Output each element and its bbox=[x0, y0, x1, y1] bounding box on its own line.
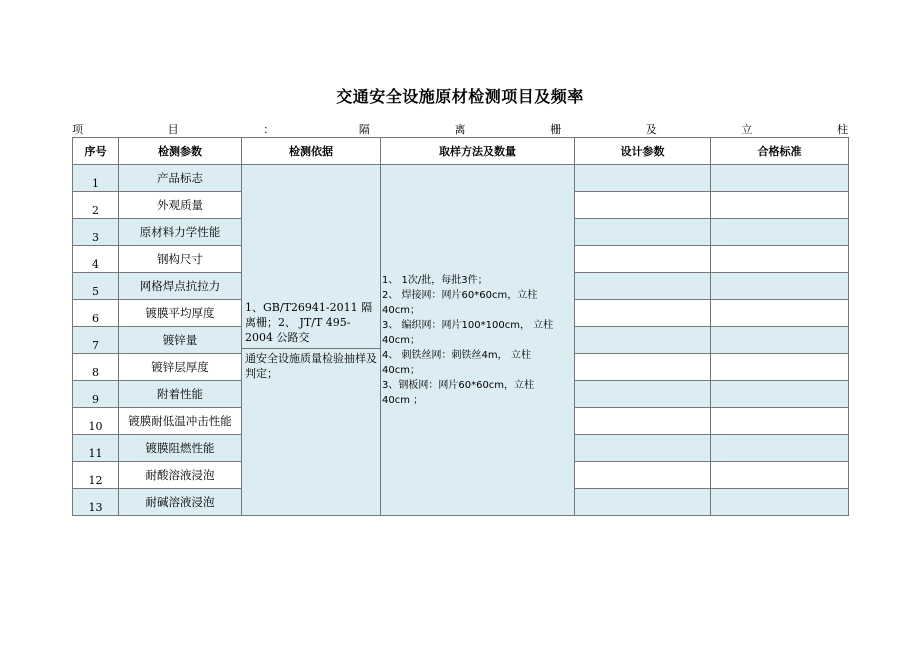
design-parameter-cell bbox=[575, 273, 711, 300]
design-parameter-cell bbox=[575, 192, 711, 219]
design-parameter-cell bbox=[575, 300, 711, 327]
row-index: 3 bbox=[73, 219, 119, 246]
design-parameter-cell bbox=[575, 489, 711, 516]
header-acceptance-standard: 合格标准 bbox=[711, 138, 849, 165]
acceptance-standard-cell bbox=[711, 246, 849, 273]
page-title: 交通安全设施原材检测项目及频率 bbox=[336, 87, 584, 106]
design-parameter-cell bbox=[575, 381, 711, 408]
row-index: 5 bbox=[73, 273, 119, 300]
method-line: 3、钢板网：网片60*60cm，立柱 bbox=[382, 379, 535, 391]
row-parameter: 镀锌量 bbox=[119, 327, 242, 354]
header-parameter: 检测参数 bbox=[119, 138, 242, 165]
acceptance-standard-cell bbox=[711, 408, 849, 435]
row-parameter: 镀膜平均厚度 bbox=[119, 300, 242, 327]
row-parameter: 外观质量 bbox=[119, 192, 242, 219]
subject-char: 隔 bbox=[358, 123, 370, 136]
method-line: 1、 1次/批，每批3件； bbox=[382, 274, 488, 286]
row-index: 1 bbox=[73, 165, 119, 192]
row-parameter: 附着性能 bbox=[119, 381, 242, 408]
design-parameter-cell bbox=[575, 219, 711, 246]
row-parameter: 耐碱溶液浸泡 bbox=[119, 489, 242, 516]
row-index: 10 bbox=[73, 408, 119, 435]
row-index: 12 bbox=[73, 462, 119, 489]
basis-part2: 通安全设施质量检验抽样及判定； bbox=[245, 351, 377, 380]
row-index: 4 bbox=[73, 246, 119, 273]
row-index: 13 bbox=[73, 489, 119, 516]
subject-char: ： bbox=[263, 123, 275, 136]
design-parameter-cell bbox=[575, 354, 711, 381]
acceptance-standard-cell bbox=[711, 327, 849, 354]
sampling-method-cell bbox=[381, 165, 575, 516]
row-parameter: 镀锌层厚度 bbox=[119, 354, 242, 381]
subject-char: 项 bbox=[72, 123, 83, 136]
header-design-parameter: 设计参数 bbox=[575, 138, 711, 165]
acceptance-standard-cell bbox=[711, 462, 849, 489]
table-row bbox=[73, 165, 849, 192]
acceptance-standard-cell bbox=[711, 435, 849, 462]
method-line: 40cm； bbox=[382, 304, 420, 316]
row-parameter: 原材料力学性能 bbox=[119, 219, 242, 246]
inspection-table bbox=[72, 137, 849, 516]
method-line: 4、 刺铁丝网：刺铁丝4m， 立柱 bbox=[382, 349, 531, 361]
method-line: 40cm ； bbox=[382, 394, 424, 406]
row-index: 6 bbox=[73, 300, 119, 327]
row-parameter: 网格焊点抗拉力 bbox=[119, 273, 242, 300]
header-basis: 检测依据 bbox=[242, 138, 381, 165]
header-index: 序号 bbox=[73, 138, 119, 165]
row-parameter: 镀膜耐低温冲击性能 bbox=[119, 408, 242, 435]
header-sampling-method: 取样方法及数量 bbox=[381, 138, 575, 165]
subject-char: 柱 bbox=[837, 123, 848, 136]
acceptance-standard-cell bbox=[711, 219, 849, 246]
header-row bbox=[73, 138, 849, 165]
row-parameter: 镀膜阻燃性能 bbox=[119, 435, 242, 462]
basis-cell bbox=[242, 165, 381, 516]
design-parameter-cell bbox=[575, 165, 711, 192]
row-index: 7 bbox=[73, 327, 119, 354]
subject-char: 栅 bbox=[550, 123, 562, 136]
subject-char: 目 bbox=[167, 123, 179, 136]
subject-line bbox=[72, 121, 848, 135]
design-parameter-cell bbox=[575, 246, 711, 273]
method-line: 3、 编织网：网片100*100cm， 立柱 bbox=[382, 319, 554, 331]
design-parameter-cell bbox=[575, 327, 711, 354]
row-parameter: 耐酸溶液浸泡 bbox=[119, 462, 242, 489]
row-parameter: 钢构尺寸 bbox=[119, 246, 242, 273]
acceptance-standard-cell bbox=[711, 165, 849, 192]
basis-part1: 1、GB/T26941-2011 隔离栅；2、 JT/T 495-2004 公路交 bbox=[242, 300, 380, 349]
row-index: 9 bbox=[73, 381, 119, 408]
method-line: 2、 焊接网：网片60*60cm，立柱 bbox=[382, 289, 538, 301]
row-index: 11 bbox=[73, 435, 119, 462]
design-parameter-cell bbox=[575, 435, 711, 462]
acceptance-standard-cell bbox=[711, 381, 849, 408]
row-parameter: 产品标志 bbox=[119, 165, 242, 192]
design-parameter-cell bbox=[575, 462, 711, 489]
row-index: 2 bbox=[73, 192, 119, 219]
acceptance-standard-cell bbox=[711, 273, 849, 300]
design-parameter-cell bbox=[575, 408, 711, 435]
acceptance-standard-cell bbox=[711, 300, 849, 327]
acceptance-standard-cell bbox=[711, 354, 849, 381]
subject-char: 及 bbox=[645, 123, 657, 136]
subject-char: 立 bbox=[741, 123, 753, 136]
acceptance-standard-cell bbox=[711, 192, 849, 219]
subject-char: 离 bbox=[454, 123, 466, 136]
method-line: 40cm； bbox=[382, 334, 420, 346]
method-line: 40cm； bbox=[382, 364, 420, 376]
row-index: 8 bbox=[73, 354, 119, 381]
acceptance-standard-cell bbox=[711, 489, 849, 516]
